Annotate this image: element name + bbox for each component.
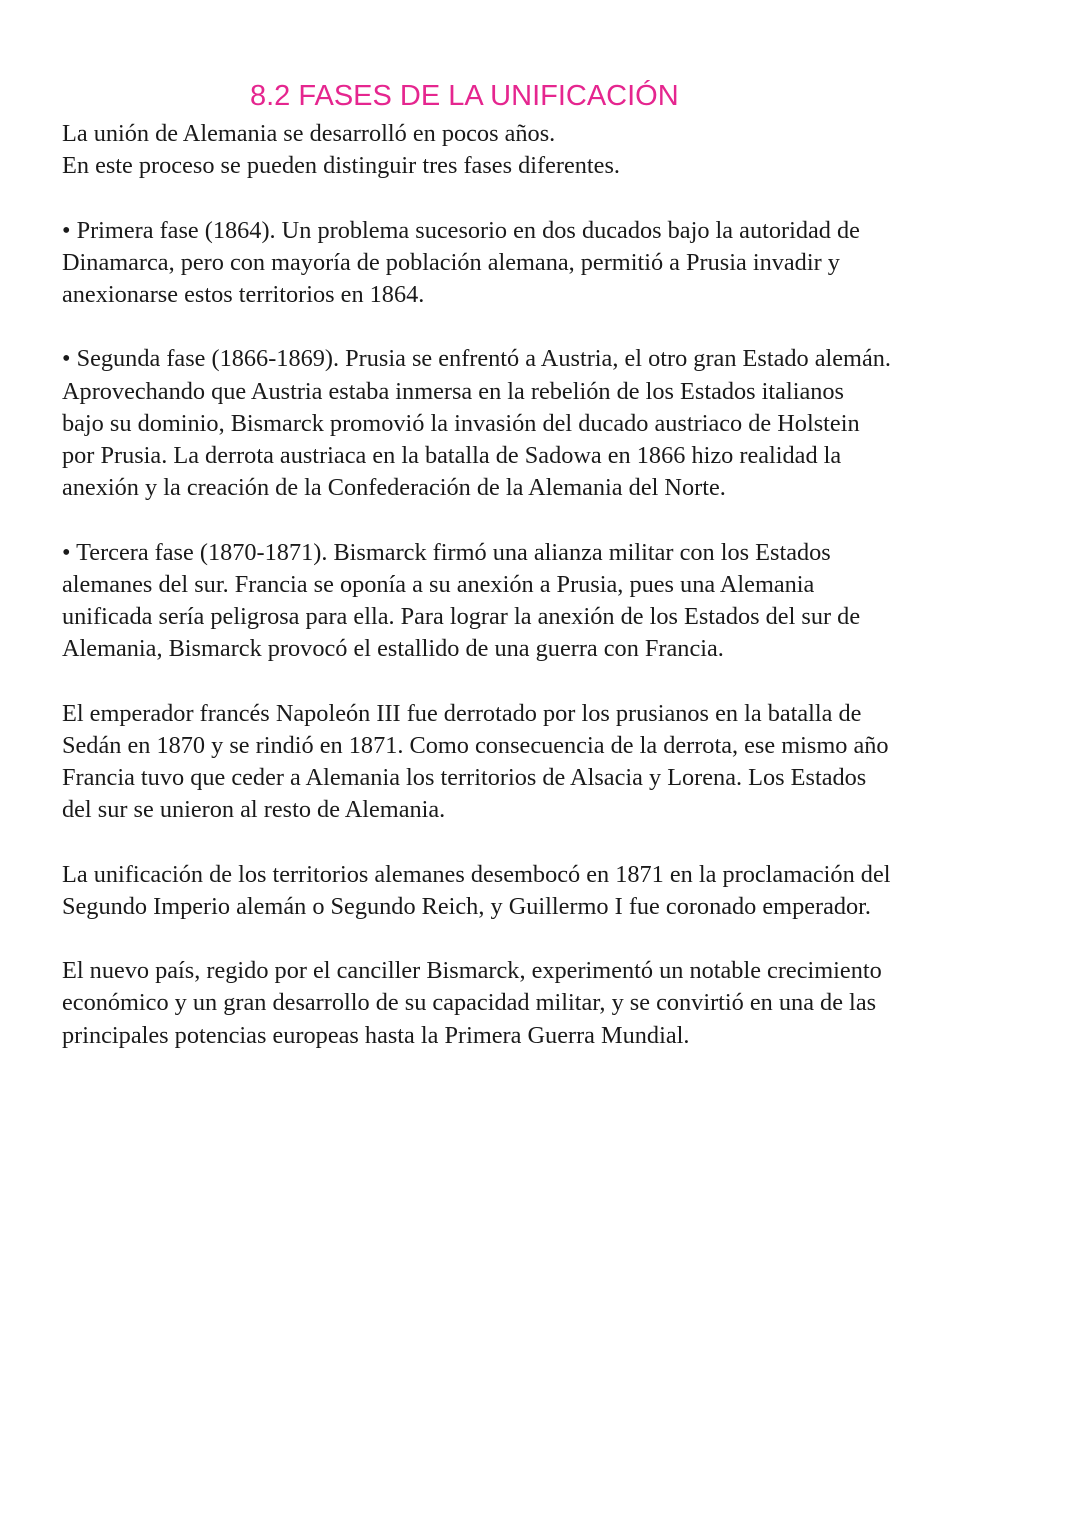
new-country-paragraph [62,955,1037,1052]
text-line: Francia tuvo que ceder a Alemania los territorios de Alsacia y Lorena. Los Estados [62,764,867,791]
text-line: Sedán en 1870 y se rindió en 1871. Como consecuencia de la derrota, ese mismo año [62,731,889,759]
second-phase-paragraph [62,343,1037,504]
text-line: El emperador francés Napoleón III fue derrotado por los prusianos en la batalla de [62,699,862,727]
text-line: Alemania, Bismarck provocó el estallido de una guerra con Francia. [62,635,724,663]
text-line: anexionarse estos territorios en 1864. [62,281,425,308]
text-line: Aprovechando que Austria estaba inmersa en la rebelión de los Estados italianos [62,377,844,405]
text-line: • Segunda fase (1866-1869). Prusia se enfrentó a Austria, el otro gran Estado alemán. [62,345,891,373]
text-line: bajo su dominio, Bismarck promovió la invasión del ducado austriaco de Holstein [62,409,860,437]
text-line: principales potencias europeas hasta la Primera Guerra Mundial. [62,1021,690,1049]
intro-paragraph [62,118,1037,182]
text-line: por Prusia. La derrota austriaca en la batalla de Sadowa en 1866 hizo realidad la [62,442,842,469]
reich-paragraph [62,859,1037,923]
text-line: anexión y la creación de la Confederación de la Alemania del Norte. [62,474,726,502]
third-phase-paragraph [62,537,1037,666]
text-line: alemanes del sur. Francia se oponía a su anexión a Prusia, pues una Alemania [62,570,815,598]
text-line: unificada sería peligrosa para ella. Para lograr la anexión de los Estados del sur de [62,603,861,630]
text-line: Segundo Imperio alemán o Segundo Reich, y Guillermo I fue coronado emperador. [62,892,871,920]
text-line: económico y un gran desarrollo de su capacidad militar, y se convirtió en una de las [62,989,877,1017]
text-line: del sur se unieron al resto de Alemania. [62,796,446,824]
document-body [62,118,1037,1052]
first-phase-paragraph [62,215,1037,312]
section-title: 8.2 FASES DE LA UNIFICACIÓN [250,80,679,112]
text-line: • Tercera fase (1870-1871). Bismarck firmó una alianza militar con los Estados [62,538,831,566]
napoleon-paragraph [62,698,1037,827]
text-line: En este proceso se pueden distinguir tres fases diferentes. [62,152,620,180]
text-line: • Primera fase (1864). Un problema sucesorio en dos ducados bajo la autoridad de [62,216,860,244]
text-line: Dinamarca, pero con mayoría de población alemana, permitió a Prusia invadir y [62,248,840,276]
text-line: El nuevo país, regido por el canciller Bismarck, experimentó un notable crecimiento [62,957,882,985]
text-line: La unificación de los territorios alemanes desembocó en 1871 en la proclamación del [62,860,891,888]
text-line: La unión de Alemania se desarrolló en pocos años. [62,120,556,147]
